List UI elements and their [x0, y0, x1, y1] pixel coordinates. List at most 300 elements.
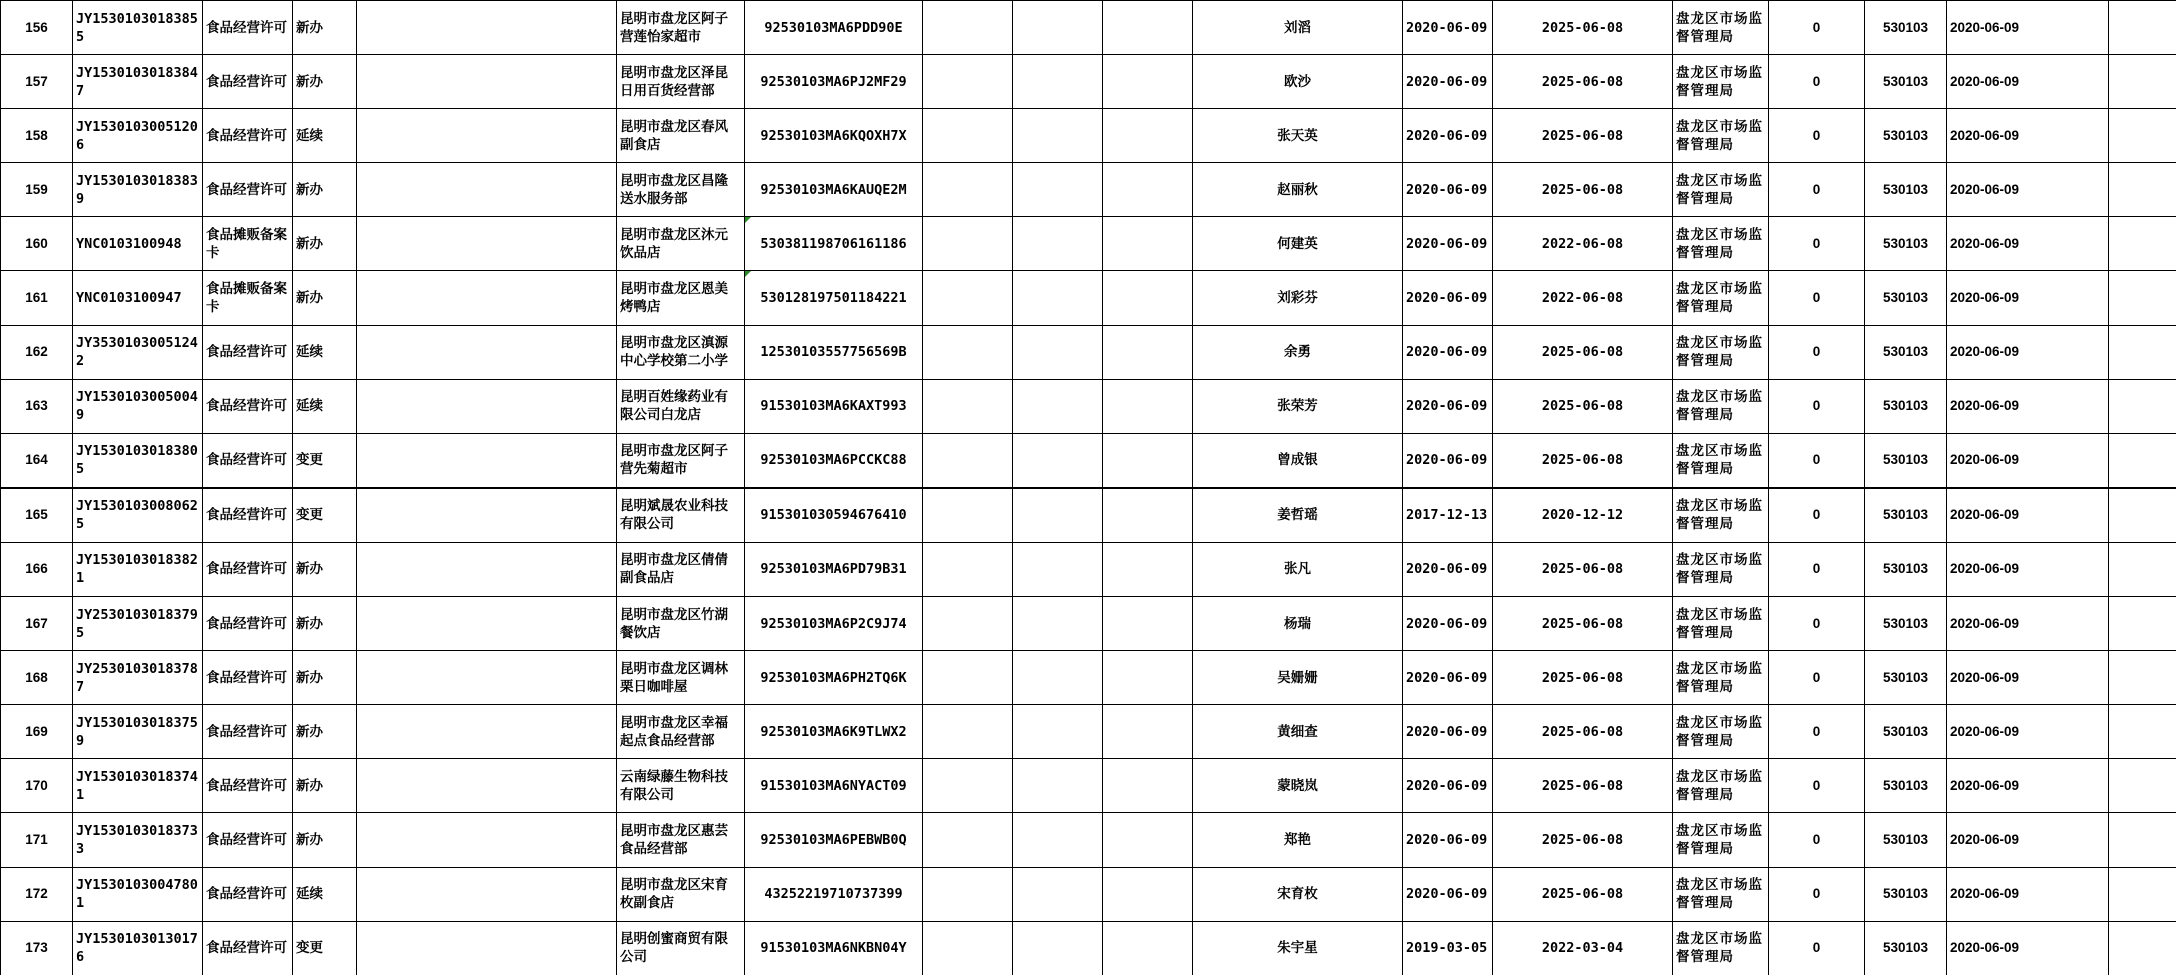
empty-cell[interactable] [357, 867, 617, 921]
application-kind-cell[interactable]: 延续 [293, 379, 357, 433]
row-number-cell[interactable]: 163 [1, 379, 73, 433]
empty-cell[interactable] [2109, 867, 2176, 921]
empty-cell[interactable] [923, 597, 1013, 651]
license-type-cell[interactable]: 食品经营许可 [203, 109, 293, 163]
license-number-cell[interactable]: JY15301030080625 [73, 488, 203, 543]
empty-cell[interactable] [357, 651, 617, 705]
license-number-cell[interactable]: JY15301030183821 [73, 542, 203, 596]
empty-cell[interactable] [2109, 488, 2176, 543]
expire-date-cell[interactable]: 2025-06-08 [1493, 379, 1673, 433]
business-name-cell[interactable]: 昆明市盘龙区恩美烤鸭店 [617, 271, 745, 325]
application-kind-cell[interactable]: 新办 [293, 55, 357, 109]
status-code-cell[interactable]: 0 [1769, 379, 1865, 433]
row-number-cell[interactable]: 173 [1, 921, 73, 975]
legal-person-cell[interactable]: 赵丽秋 [1193, 163, 1403, 217]
license-type-cell[interactable]: 食品经营许可 [203, 813, 293, 867]
empty-cell[interactable] [923, 55, 1013, 109]
empty-cell[interactable] [1103, 542, 1193, 596]
update-date-cell[interactable]: 2020-06-09 [1947, 759, 2109, 813]
row-number-cell[interactable]: 172 [1, 867, 73, 921]
license-type-cell[interactable]: 食品经营许可 [203, 651, 293, 705]
region-code-cell[interactable]: 530103 [1865, 1, 1947, 55]
issuing-authority-cell[interactable]: 盘龙区市场监督管理局 [1673, 759, 1769, 813]
region-code-cell[interactable]: 530103 [1865, 433, 1947, 488]
business-name-cell[interactable]: 昆明市盘龙区沐元饮品店 [617, 217, 745, 271]
issuing-authority-cell[interactable]: 盘龙区市场监督管理局 [1673, 163, 1769, 217]
empty-cell[interactable] [2109, 325, 2176, 379]
region-code-cell[interactable]: 530103 [1865, 217, 1947, 271]
empty-cell[interactable] [1013, 433, 1103, 488]
empty-cell[interactable] [923, 109, 1013, 163]
empty-cell[interactable] [357, 705, 617, 759]
empty-cell[interactable] [923, 1, 1013, 55]
empty-cell[interactable] [1103, 1, 1193, 55]
empty-cell[interactable] [923, 542, 1013, 596]
row-number-cell[interactable]: 165 [1, 488, 73, 543]
empty-cell[interactable] [357, 813, 617, 867]
empty-cell[interactable] [1013, 813, 1103, 867]
empty-cell[interactable] [923, 759, 1013, 813]
update-date-cell[interactable]: 2020-06-09 [1947, 542, 2109, 596]
license-type-cell[interactable]: 食品经营许可 [203, 542, 293, 596]
application-kind-cell[interactable]: 变更 [293, 488, 357, 543]
license-number-cell[interactable]: JY15301030050049 [73, 379, 203, 433]
empty-cell[interactable] [357, 921, 617, 975]
license-number-cell[interactable]: JY15301030183805 [73, 433, 203, 488]
issuing-authority-cell[interactable]: 盘龙区市场监督管理局 [1673, 379, 1769, 433]
license-type-cell[interactable]: 食品经营许可 [203, 705, 293, 759]
expire-date-cell[interactable]: 2025-06-08 [1493, 705, 1673, 759]
region-code-cell[interactable]: 530103 [1865, 813, 1947, 867]
license-type-cell[interactable]: 食品摊贩备案卡 [203, 217, 293, 271]
empty-cell[interactable] [357, 379, 617, 433]
update-date-cell[interactable]: 2020-06-09 [1947, 55, 2109, 109]
empty-cell[interactable] [1103, 163, 1193, 217]
status-code-cell[interactable]: 0 [1769, 597, 1865, 651]
empty-cell[interactable] [1013, 542, 1103, 596]
license-type-cell[interactable]: 食品经营许可 [203, 325, 293, 379]
expire-date-cell[interactable]: 2022-06-08 [1493, 217, 1673, 271]
license-type-cell[interactable]: 食品经营许可 [203, 1, 293, 55]
credit-code-cell[interactable]: 43252219710737399 [745, 867, 923, 921]
empty-cell[interactable] [1103, 271, 1193, 325]
empty-cell[interactable] [1013, 488, 1103, 543]
issue-date-cell[interactable]: 2020-06-09 [1403, 433, 1493, 488]
issuing-authority-cell[interactable]: 盘龙区市场监督管理局 [1673, 488, 1769, 543]
empty-cell[interactable] [357, 55, 617, 109]
issue-date-cell[interactable]: 2020-06-09 [1403, 651, 1493, 705]
empty-cell[interactable] [1103, 379, 1193, 433]
license-type-cell[interactable]: 食品经营许可 [203, 433, 293, 488]
region-code-cell[interactable]: 530103 [1865, 867, 1947, 921]
update-date-cell[interactable]: 2020-06-09 [1947, 597, 2109, 651]
expire-date-cell[interactable]: 2025-06-08 [1493, 55, 1673, 109]
empty-cell[interactable] [923, 433, 1013, 488]
issuing-authority-cell[interactable]: 盘龙区市场监督管理局 [1673, 813, 1769, 867]
issuing-authority-cell[interactable]: 盘龙区市场监督管理局 [1673, 217, 1769, 271]
credit-code-cell[interactable]: 92530103MA6PEBWB0Q [745, 813, 923, 867]
status-code-cell[interactable]: 0 [1769, 542, 1865, 596]
business-name-cell[interactable]: 昆明市盘龙区调林栗日咖啡屋 [617, 651, 745, 705]
license-number-cell[interactable]: YNC0103100948 [73, 217, 203, 271]
empty-cell[interactable] [2109, 813, 2176, 867]
issuing-authority-cell[interactable]: 盘龙区市场监督管理局 [1673, 921, 1769, 975]
empty-cell[interactable] [923, 921, 1013, 975]
legal-person-cell[interactable]: 吴姗姗 [1193, 651, 1403, 705]
status-code-cell[interactable]: 0 [1769, 813, 1865, 867]
license-type-cell[interactable]: 食品经营许可 [203, 921, 293, 975]
credit-code-cell[interactable]: 12530103557756569B [745, 325, 923, 379]
business-name-cell[interactable]: 昆明市盘龙区幸福起点食品经营部 [617, 705, 745, 759]
issuing-authority-cell[interactable]: 盘龙区市场监督管理局 [1673, 597, 1769, 651]
issue-date-cell[interactable]: 2020-06-09 [1403, 705, 1493, 759]
row-number-cell[interactable]: 164 [1, 433, 73, 488]
application-kind-cell[interactable]: 新办 [293, 163, 357, 217]
application-kind-cell[interactable]: 延续 [293, 325, 357, 379]
update-date-cell[interactable]: 2020-06-09 [1947, 705, 2109, 759]
empty-cell[interactable] [2109, 542, 2176, 596]
credit-code-cell[interactable]: 92530103MA6P2C9J74 [745, 597, 923, 651]
credit-code-cell[interactable]: 91530103MA6KAXT993 [745, 379, 923, 433]
empty-cell[interactable] [1013, 109, 1103, 163]
expire-date-cell[interactable]: 2025-06-08 [1493, 325, 1673, 379]
license-type-cell[interactable]: 食品经营许可 [203, 55, 293, 109]
update-date-cell[interactable]: 2020-06-09 [1947, 325, 2109, 379]
issuing-authority-cell[interactable]: 盘龙区市场监督管理局 [1673, 867, 1769, 921]
region-code-cell[interactable]: 530103 [1865, 759, 1947, 813]
empty-cell[interactable] [1013, 921, 1103, 975]
expire-date-cell[interactable]: 2025-06-08 [1493, 813, 1673, 867]
legal-person-cell[interactable]: 姜哲瑶 [1193, 488, 1403, 543]
issue-date-cell[interactable]: 2020-06-09 [1403, 109, 1493, 163]
credit-code-cell[interactable]: 91530103MA6NYACT09 [745, 759, 923, 813]
expire-date-cell[interactable]: 2022-03-04 [1493, 921, 1673, 975]
license-type-cell[interactable]: 食品经营许可 [203, 379, 293, 433]
empty-cell[interactable] [1103, 867, 1193, 921]
row-number-cell[interactable]: 160 [1, 217, 73, 271]
update-date-cell[interactable]: 2020-06-09 [1947, 433, 2109, 488]
row-number-cell[interactable]: 158 [1, 109, 73, 163]
issuing-authority-cell[interactable]: 盘龙区市场监督管理局 [1673, 55, 1769, 109]
status-code-cell[interactable]: 0 [1769, 271, 1865, 325]
empty-cell[interactable] [357, 325, 617, 379]
credit-code-cell[interactable]: 92530103MA6PH2TQ6K [745, 651, 923, 705]
status-code-cell[interactable]: 0 [1769, 55, 1865, 109]
status-code-cell[interactable]: 0 [1769, 163, 1865, 217]
legal-person-cell[interactable]: 朱宇星 [1193, 921, 1403, 975]
empty-cell[interactable] [357, 109, 617, 163]
empty-cell[interactable] [2109, 109, 2176, 163]
legal-person-cell[interactable]: 何建英 [1193, 217, 1403, 271]
empty-cell[interactable] [2109, 651, 2176, 705]
empty-cell[interactable] [923, 705, 1013, 759]
empty-cell[interactable] [2109, 705, 2176, 759]
license-number-cell[interactable]: JY15301030047801 [73, 867, 203, 921]
empty-cell[interactable] [1103, 813, 1193, 867]
empty-cell[interactable] [357, 759, 617, 813]
empty-cell[interactable] [1013, 759, 1103, 813]
issuing-authority-cell[interactable]: 盘龙区市场监督管理局 [1673, 433, 1769, 488]
application-kind-cell[interactable]: 新办 [293, 813, 357, 867]
empty-cell[interactable] [2109, 759, 2176, 813]
status-code-cell[interactable]: 0 [1769, 217, 1865, 271]
region-code-cell[interactable]: 530103 [1865, 55, 1947, 109]
empty-cell[interactable] [1103, 597, 1193, 651]
application-kind-cell[interactable]: 新办 [293, 271, 357, 325]
issue-date-cell[interactable]: 2020-06-09 [1403, 325, 1493, 379]
issue-date-cell[interactable]: 2020-06-09 [1403, 542, 1493, 596]
empty-cell[interactable] [1013, 1, 1103, 55]
empty-cell[interactable] [357, 271, 617, 325]
issue-date-cell[interactable]: 2020-06-09 [1403, 867, 1493, 921]
license-number-cell[interactable]: JY35301030051242 [73, 325, 203, 379]
region-code-cell[interactable]: 530103 [1865, 163, 1947, 217]
issuing-authority-cell[interactable]: 盘龙区市场监督管理局 [1673, 705, 1769, 759]
license-number-cell[interactable]: JY15301030051206 [73, 109, 203, 163]
region-code-cell[interactable]: 530103 [1865, 705, 1947, 759]
row-number-cell[interactable]: 167 [1, 597, 73, 651]
empty-cell[interactable] [357, 597, 617, 651]
update-date-cell[interactable]: 2020-06-09 [1947, 867, 2109, 921]
legal-person-cell[interactable]: 张天英 [1193, 109, 1403, 163]
business-name-cell[interactable]: 昆明市盘龙区滇源中心学校第二小学 [617, 325, 745, 379]
expire-date-cell[interactable]: 2025-06-08 [1493, 1, 1673, 55]
empty-cell[interactable] [1013, 705, 1103, 759]
application-kind-cell[interactable]: 延续 [293, 109, 357, 163]
issuing-authority-cell[interactable]: 盘龙区市场监督管理局 [1673, 325, 1769, 379]
empty-cell[interactable] [1103, 759, 1193, 813]
row-number-cell[interactable]: 156 [1, 1, 73, 55]
status-code-cell[interactable]: 0 [1769, 651, 1865, 705]
legal-person-cell[interactable]: 刘彩芬 [1193, 271, 1403, 325]
empty-cell[interactable] [923, 651, 1013, 705]
license-type-cell[interactable]: 食品经营许可 [203, 867, 293, 921]
status-code-cell[interactable]: 0 [1769, 759, 1865, 813]
license-number-cell[interactable]: JY15301030183759 [73, 705, 203, 759]
expire-date-cell[interactable]: 2025-06-08 [1493, 542, 1673, 596]
business-name-cell[interactable]: 昆明市盘龙区泽昆日用百货经营部 [617, 55, 745, 109]
empty-cell[interactable] [1103, 55, 1193, 109]
update-date-cell[interactable]: 2020-06-09 [1947, 1, 2109, 55]
legal-person-cell[interactable]: 刘滔 [1193, 1, 1403, 55]
status-code-cell[interactable]: 0 [1769, 325, 1865, 379]
empty-cell[interactable] [1013, 217, 1103, 271]
credit-code-cell[interactable]: 92530103MA6KQOXH7X [745, 109, 923, 163]
empty-cell[interactable] [923, 488, 1013, 543]
empty-cell[interactable] [1013, 867, 1103, 921]
region-code-cell[interactable]: 530103 [1865, 921, 1947, 975]
row-number-cell[interactable]: 166 [1, 542, 73, 596]
license-type-cell[interactable]: 食品经营许可 [203, 488, 293, 543]
update-date-cell[interactable]: 2020-06-09 [1947, 921, 2109, 975]
empty-cell[interactable] [2109, 1, 2176, 55]
empty-cell[interactable] [1103, 488, 1193, 543]
empty-cell[interactable] [1103, 433, 1193, 488]
empty-cell[interactable] [2109, 163, 2176, 217]
empty-cell[interactable] [357, 217, 617, 271]
application-kind-cell[interactable]: 新办 [293, 651, 357, 705]
credit-code-cell[interactable]: 92530103MA6K9TLWX2 [745, 705, 923, 759]
status-code-cell[interactable]: 0 [1769, 705, 1865, 759]
empty-cell[interactable] [1013, 325, 1103, 379]
empty-cell[interactable] [2109, 55, 2176, 109]
credit-code-cell[interactable]: 92530103MA6PJ2MF29 [745, 55, 923, 109]
region-code-cell[interactable]: 530103 [1865, 325, 1947, 379]
empty-cell[interactable] [923, 867, 1013, 921]
business-name-cell[interactable]: 昆明市盘龙区宋育枚副食店 [617, 867, 745, 921]
row-number-cell[interactable]: 157 [1, 55, 73, 109]
empty-cell[interactable] [1103, 705, 1193, 759]
business-name-cell[interactable]: 昆明市盘龙区阿子营莲怡家超市 [617, 1, 745, 55]
issue-date-cell[interactable]: 2019-03-05 [1403, 921, 1493, 975]
row-number-cell[interactable]: 168 [1, 651, 73, 705]
issuing-authority-cell[interactable]: 盘龙区市场监督管理局 [1673, 109, 1769, 163]
business-name-cell[interactable]: 昆明市盘龙区阿子营先菊超市 [617, 433, 745, 488]
empty-cell[interactable] [923, 217, 1013, 271]
empty-cell[interactable] [1103, 109, 1193, 163]
license-type-cell[interactable]: 食品摊贩备案卡 [203, 271, 293, 325]
issue-date-cell[interactable]: 2020-06-09 [1403, 1, 1493, 55]
issuing-authority-cell[interactable]: 盘龙区市场监督管理局 [1673, 271, 1769, 325]
license-number-cell[interactable]: YNC0103100947 [73, 271, 203, 325]
status-code-cell[interactable]: 0 [1769, 109, 1865, 163]
status-code-cell[interactable]: 0 [1769, 488, 1865, 543]
license-number-cell[interactable]: JY15301030183733 [73, 813, 203, 867]
expire-date-cell[interactable]: 2025-06-08 [1493, 597, 1673, 651]
legal-person-cell[interactable]: 蒙晓岚 [1193, 759, 1403, 813]
update-date-cell[interactable]: 2020-06-09 [1947, 163, 2109, 217]
issue-date-cell[interactable]: 2020-06-09 [1403, 813, 1493, 867]
empty-cell[interactable] [1103, 921, 1193, 975]
empty-cell[interactable] [357, 542, 617, 596]
application-kind-cell[interactable]: 新办 [293, 705, 357, 759]
application-kind-cell[interactable]: 变更 [293, 433, 357, 488]
empty-cell[interactable] [923, 379, 1013, 433]
region-code-cell[interactable]: 530103 [1865, 651, 1947, 705]
license-number-cell[interactable]: JY15301030130176 [73, 921, 203, 975]
credit-code-cell[interactable]: 915301030594676410 [745, 488, 923, 543]
business-name-cell[interactable]: 昆明市盘龙区倩倩副食品店 [617, 542, 745, 596]
empty-cell[interactable] [1013, 651, 1103, 705]
application-kind-cell[interactable]: 变更 [293, 921, 357, 975]
business-name-cell[interactable]: 昆明百姓缘药业有限公司白龙店 [617, 379, 745, 433]
empty-cell[interactable] [2109, 921, 2176, 975]
empty-cell[interactable] [2109, 271, 2176, 325]
business-name-cell[interactable]: 昆明市盘龙区春风副食店 [617, 109, 745, 163]
empty-cell[interactable] [2109, 597, 2176, 651]
issue-date-cell[interactable]: 2020-06-09 [1403, 217, 1493, 271]
region-code-cell[interactable]: 530103 [1865, 542, 1947, 596]
legal-person-cell[interactable]: 欧沙 [1193, 55, 1403, 109]
issue-date-cell[interactable]: 2017-12-13 [1403, 488, 1493, 543]
credit-code-cell[interactable]: 92530103MA6PCCKC88 [745, 433, 923, 488]
legal-person-cell[interactable]: 曾成银 [1193, 433, 1403, 488]
credit-code-cell[interactable] [745, 271, 923, 325]
update-date-cell[interactable]: 2020-06-09 [1947, 109, 2109, 163]
region-code-cell[interactable]: 530103 [1865, 488, 1947, 543]
application-kind-cell[interactable]: 新办 [293, 542, 357, 596]
license-number-cell[interactable]: JY15301030183839 [73, 163, 203, 217]
update-date-cell[interactable]: 2020-06-09 [1947, 217, 2109, 271]
empty-cell[interactable] [923, 163, 1013, 217]
update-date-cell[interactable]: 2020-06-09 [1947, 651, 2109, 705]
empty-cell[interactable] [923, 813, 1013, 867]
region-code-cell[interactable]: 530103 [1865, 379, 1947, 433]
region-code-cell[interactable]: 530103 [1865, 109, 1947, 163]
empty-cell[interactable] [1103, 325, 1193, 379]
empty-cell[interactable] [357, 488, 617, 543]
row-number-cell[interactable]: 161 [1, 271, 73, 325]
row-number-cell[interactable]: 162 [1, 325, 73, 379]
empty-cell[interactable] [357, 433, 617, 488]
expire-date-cell[interactable]: 2025-06-08 [1493, 433, 1673, 488]
legal-person-cell[interactable]: 张荣芳 [1193, 379, 1403, 433]
empty-cell[interactable] [357, 1, 617, 55]
empty-cell[interactable] [1013, 163, 1103, 217]
expire-date-cell[interactable]: 2025-06-08 [1493, 759, 1673, 813]
row-number-cell[interactable]: 170 [1, 759, 73, 813]
legal-person-cell[interactable]: 杨瑞 [1193, 597, 1403, 651]
update-date-cell[interactable]: 2020-06-09 [1947, 813, 2109, 867]
empty-cell[interactable] [1103, 217, 1193, 271]
expire-date-cell[interactable]: 2025-06-08 [1493, 163, 1673, 217]
issuing-authority-cell[interactable]: 盘龙区市场监督管理局 [1673, 1, 1769, 55]
credit-code-cell[interactable]: 92530103MA6PD79B31 [745, 542, 923, 596]
status-code-cell[interactable]: 0 [1769, 433, 1865, 488]
issue-date-cell[interactable]: 2020-06-09 [1403, 163, 1493, 217]
empty-cell[interactable] [1103, 651, 1193, 705]
empty-cell[interactable] [923, 325, 1013, 379]
issue-date-cell[interactable]: 2020-06-09 [1403, 55, 1493, 109]
empty-cell[interactable] [1013, 597, 1103, 651]
update-date-cell[interactable]: 2020-06-09 [1947, 488, 2109, 543]
license-number-cell[interactable]: JY15301030183847 [73, 55, 203, 109]
issue-date-cell[interactable]: 2020-06-09 [1403, 271, 1493, 325]
update-date-cell[interactable]: 2020-06-09 [1947, 271, 2109, 325]
empty-cell[interactable] [2109, 217, 2176, 271]
license-number-cell[interactable]: JY25301030183795 [73, 597, 203, 651]
expire-date-cell[interactable]: 2025-06-08 [1493, 867, 1673, 921]
legal-person-cell[interactable]: 张凡 [1193, 542, 1403, 596]
application-kind-cell[interactable]: 新办 [293, 759, 357, 813]
license-type-cell[interactable]: 食品经营许可 [203, 759, 293, 813]
empty-cell[interactable] [2109, 379, 2176, 433]
region-code-cell[interactable]: 530103 [1865, 271, 1947, 325]
legal-person-cell[interactable]: 宋育枚 [1193, 867, 1403, 921]
expire-date-cell[interactable]: 2020-12-12 [1493, 488, 1673, 543]
row-number-cell[interactable]: 171 [1, 813, 73, 867]
region-code-cell[interactable]: 530103 [1865, 597, 1947, 651]
license-number-cell[interactable]: JY25301030183787 [73, 651, 203, 705]
issuing-authority-cell[interactable]: 盘龙区市场监督管理局 [1673, 651, 1769, 705]
empty-cell[interactable] [923, 271, 1013, 325]
empty-cell[interactable] [1013, 379, 1103, 433]
legal-person-cell[interactable]: 郑艳 [1193, 813, 1403, 867]
license-number-cell[interactable]: JY15301030183855 [73, 1, 203, 55]
business-name-cell[interactable]: 云南绿藤生物科技有限公司 [617, 759, 745, 813]
row-number-cell[interactable]: 169 [1, 705, 73, 759]
application-kind-cell[interactable]: 新办 [293, 597, 357, 651]
credit-code-cell[interactable]: 92530103MA6PDD90E [745, 1, 923, 55]
empty-cell[interactable] [2109, 433, 2176, 488]
license-type-cell[interactable]: 食品经营许可 [203, 163, 293, 217]
application-kind-cell[interactable]: 新办 [293, 1, 357, 55]
empty-cell[interactable] [1013, 271, 1103, 325]
legal-person-cell[interactable]: 黄细查 [1193, 705, 1403, 759]
legal-person-cell[interactable]: 余勇 [1193, 325, 1403, 379]
application-kind-cell[interactable]: 新办 [293, 217, 357, 271]
application-kind-cell[interactable]: 延续 [293, 867, 357, 921]
